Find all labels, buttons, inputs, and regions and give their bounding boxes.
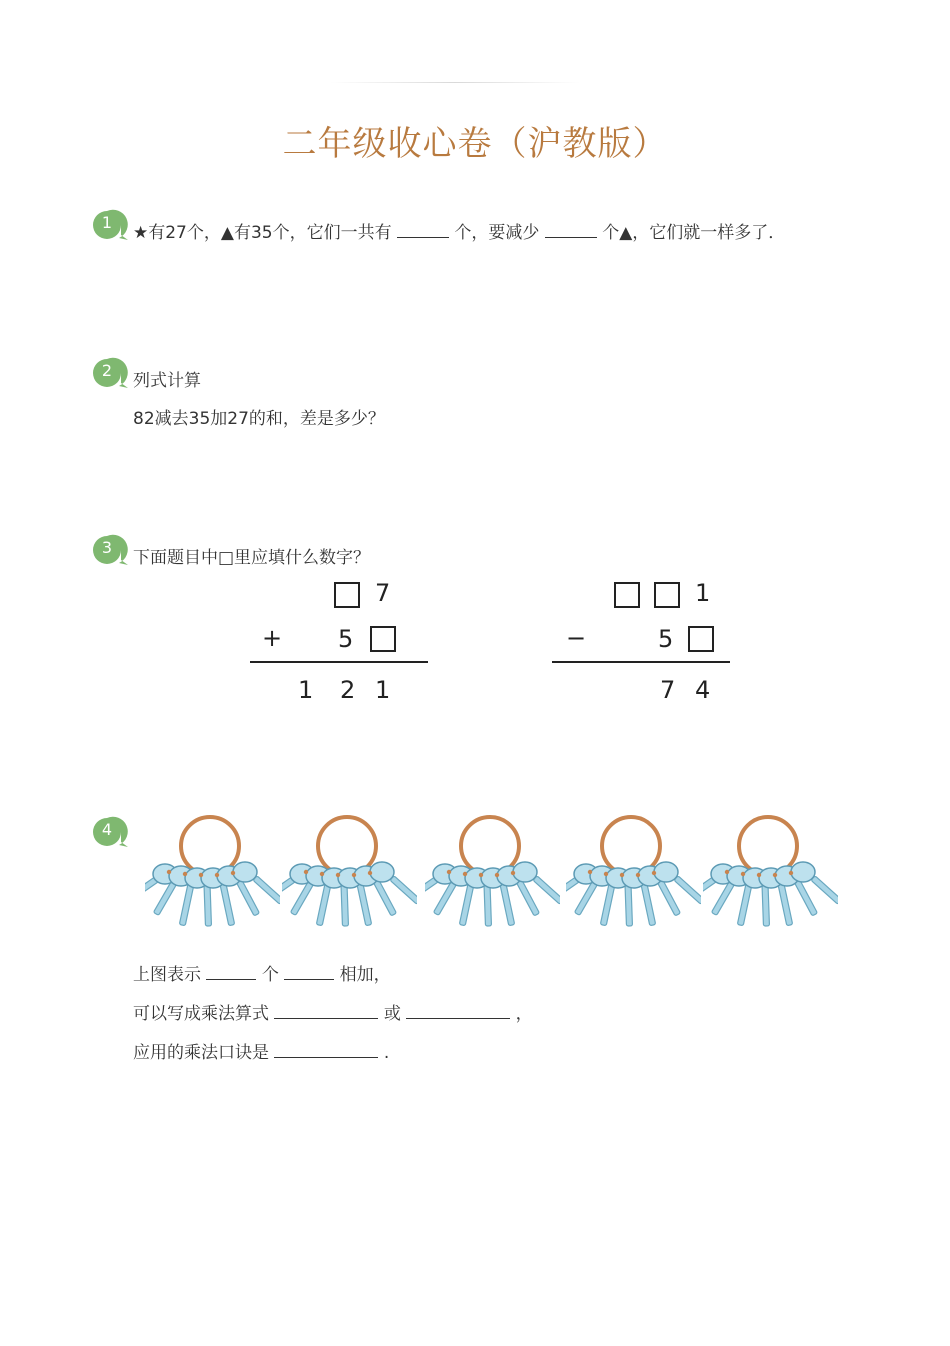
question-3-badge: 3 (92, 534, 128, 570)
key-bunch-icon (145, 812, 280, 930)
digit-box[interactable] (614, 582, 640, 608)
top-digit: 1 (695, 579, 711, 607)
question-4-line-2: 可以写成乘法算式 或 ， (133, 999, 533, 1024)
question-4-line-1: 上图表示 个 相加， (133, 960, 391, 985)
minus-sign: − (566, 624, 587, 652)
question-2-badge: 2 (92, 357, 128, 393)
page-title: 二年级收心卷（沪教版） (282, 124, 668, 164)
result-digit: 7 (660, 676, 676, 704)
digit-box[interactable] (654, 582, 680, 608)
answer-blank[interactable] (274, 1001, 378, 1019)
answer-blank[interactable] (206, 962, 256, 980)
key-bunch-icon (425, 812, 560, 930)
difference-rule (552, 661, 730, 663)
answer-blank[interactable] (284, 962, 334, 980)
middle-digit: 5 (338, 625, 354, 653)
question-1-badge: 1 (92, 209, 128, 245)
result-digit: 2 (340, 676, 356, 704)
answer-blank[interactable] (406, 1001, 510, 1019)
result-digit: 1 (298, 676, 314, 704)
middle-digit: 5 (658, 625, 674, 653)
question-1-text: ★有27个，▲有35个，它们一共有 个，要减少 个▲，它们就一样多了． (133, 218, 785, 243)
question-3-heading: 下面题目中□里应填什么数字？ (133, 548, 371, 568)
digit-box[interactable] (688, 626, 714, 652)
top-digit: 7 (375, 579, 391, 607)
header-divider (330, 82, 580, 83)
key-bunch-icon (566, 812, 701, 930)
digit-box[interactable] (370, 626, 396, 652)
result-digit: 1 (375, 676, 391, 704)
key-bunch-icon (282, 812, 417, 930)
question-4-badge: 4 (92, 816, 128, 852)
question-4-line-3: 应用的乘法口诀是 . (133, 1038, 389, 1063)
question-2-text: 82减去35加27的和，差是多少？ (133, 409, 385, 429)
answer-blank[interactable] (545, 220, 597, 238)
plus-sign: + (262, 624, 283, 652)
question-2-heading: 列式计算 (133, 371, 201, 391)
digit-box[interactable] (334, 582, 360, 608)
answer-blank[interactable] (274, 1040, 378, 1058)
result-digit: 4 (695, 676, 711, 704)
answer-blank[interactable] (397, 220, 449, 238)
sum-rule (250, 661, 428, 663)
key-bunch-icon (703, 812, 838, 930)
